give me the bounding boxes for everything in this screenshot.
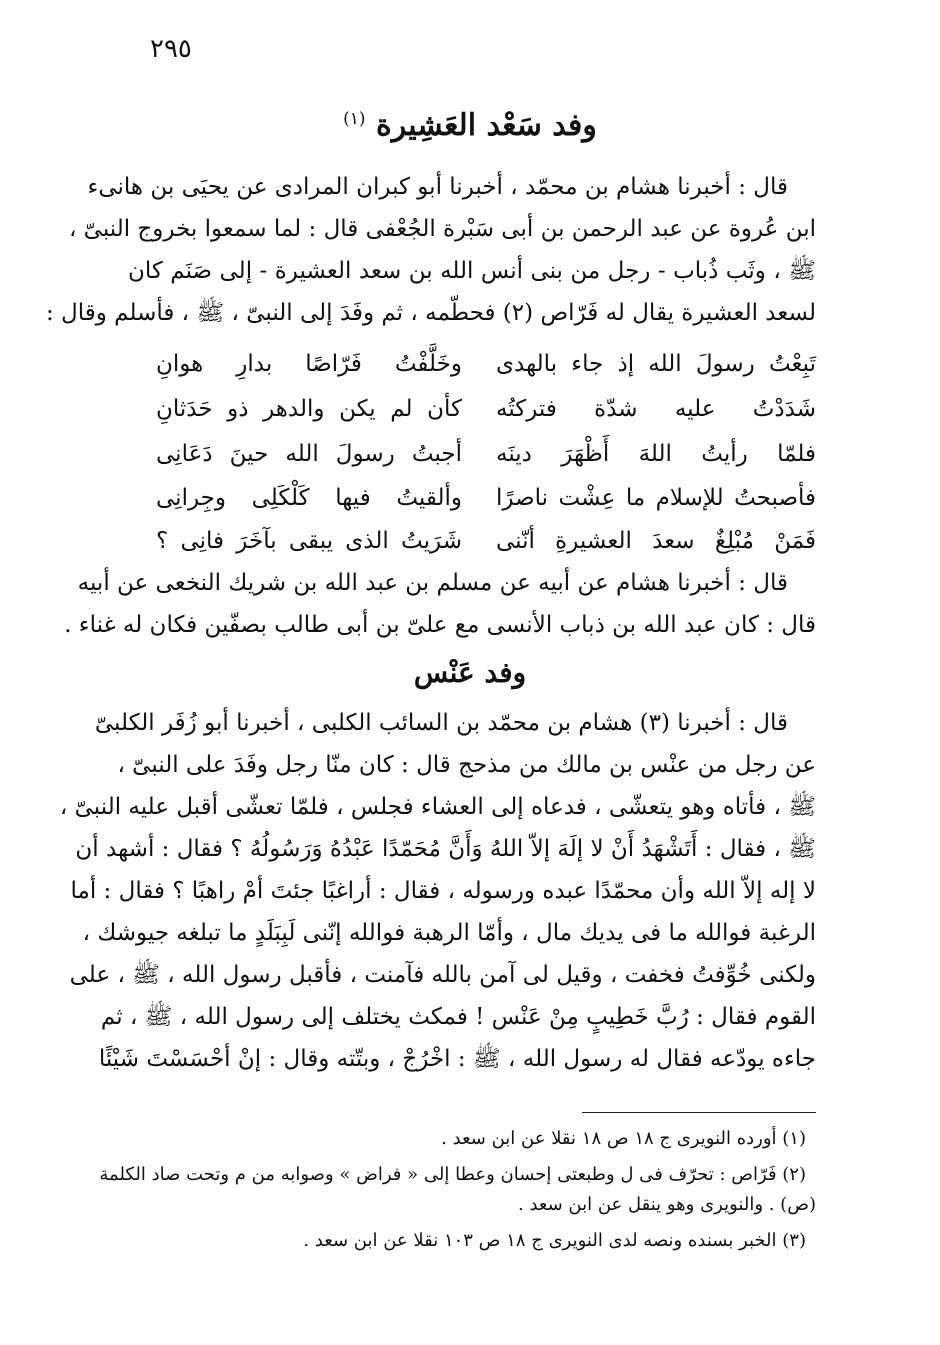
verse-first-hemistich: فَمَنْ مُبْلِغٌ سعدَ العشيرةِ أنّنى	[496, 528, 816, 554]
verse-first-hemistich: فلمّا رأيتُ اللهَ أَظْهَرَ دينَه	[496, 441, 816, 467]
section-title: وفد سَعْد العَشِيرة	[376, 108, 597, 143]
paragraph-line: قال : أخبرنا هشام بن محمّد ، أخبرنا أبو كبران المرادى عن يحيَى بن هانىء	[87, 174, 788, 200]
verse-first-hemistich: تَبِعْتُ رسولَ الله إذ جاء بالهدى	[496, 351, 816, 377]
section-heading-ans	[0, 656, 940, 689]
paragraph-line: قال : أخبرنا هشام عن أبيه عن مسلم بن عبد الله بن شريك النخعى عن أبيه	[77, 570, 788, 596]
verse-first-hemistich: فأصبحتُ للإسلام ما عِشْت ناصرًا	[496, 485, 816, 511]
footnote: (٢) فَرّاص : تحرّف فى ل وطبعتى إحسان وعطا إلى « فراض » وصوابه من م وتحت صاد الكلمة	[99, 1164, 806, 1185]
footnote: (ص) . والنويرى وهو ينقل عن ابن سعد .	[518, 1194, 816, 1215]
paragraph-line: الرغبة فوالله ما فى يديك مال ، وأمّا الرهبة فوالله إنّنى لَبِبَلَدٍ ما تبلغه جيوشك ،	[82, 920, 816, 946]
paragraph-line: ﷺ ، فأتاه وهو يتعشّى ، فدعاه إلى العشاء فجلس ، فلمّا تعشّى أقبل عليه النبىّ ،	[59, 794, 816, 820]
section-heading-saad-alashira	[0, 108, 940, 143]
paragraph-line: ابن عُروة عن عبد الرحمن بن أبى سَبْرة الجُعْفى قال : لما سمعوا بخروج النبىّ ،	[68, 216, 816, 242]
verse-second-hemistich: وألقيتُ فيها كَلْكَلِى وجِرانِى	[156, 485, 462, 511]
verse-second-hemistich: أجبتُ رسولَ الله حينَ دَعَانِى	[156, 441, 462, 467]
paragraph-line: قال : أخبرنا (٣) هشام بن محمّد بن السائب الكلبى ، أخبرنا أبو زُفَر الكلبىّ	[94, 710, 788, 736]
poem-verse	[128, 524, 816, 558]
verse-second-hemistich: شَرَيتُ الذى يبقى بآخَرَ فانِى ؟	[156, 528, 462, 554]
footnote-separator	[582, 1112, 816, 1113]
poem-verse	[128, 437, 816, 471]
paragraph-line: عن رجل من عنْس بن مالك من مذحج قال : كان منّا رجل وفَدَ على النبىّ ،	[117, 752, 816, 778]
poem-verse	[128, 347, 816, 381]
verse-first-hemistich: شَدَدْتُ عليه شدّة فتركتُه	[496, 396, 816, 422]
section-title: وفد عَنْس	[413, 656, 527, 689]
footnote-ref: (١)	[343, 109, 366, 129]
poem-verse	[128, 481, 816, 515]
verse-second-hemistich: وخَلَّفْتُ فَرّاصًا بدارِ هوانِ	[156, 351, 462, 377]
footnote: (٣) الخبر بسنده ونصه لدى النويرى ج ١٨ ص ١٠٣ نقلا عن ابن سعد .	[303, 1230, 806, 1251]
paragraph-line: لا إله إلاّ الله وأن محمّدًا عبده ورسوله ، فقال : أراغبًا جئتَ أمْ راهبًا ؟ فقال : أما	[70, 878, 816, 904]
paragraph-line: جاءه يودّعه فقال له رسول الله ، ﷺ : اخْرُجْ ، وبتّته وقال : إنْ أحْسَسْتَ شَيْئًا	[98, 1046, 816, 1072]
paragraph-line: ولكنى خُوِّفتُ فخفت ، وقيل لى آمن بالله فآمنت ، فأقبل رسول الله ، ﷺ ، على	[69, 962, 816, 988]
poem-verse	[128, 392, 816, 426]
paragraph-line: ﷺ ، وثَب ذُباب - رجل من بنى أنس الله بن سعد العشيرة - إلى صَنَم كان	[128, 258, 816, 284]
footnote: (١) أورده النويرى ج ١٨ ص ١٨ نقلا عن ابن سعد .	[441, 1128, 806, 1149]
paragraph-line: ﷺ ، فقال : أَتَشْهَدُ أَنْ لا إلَهَ إلاّ اللهُ وَأَنَّ مُحَمّدًا عَبْدُهُ وَرَسُولُهُ ؟ فقال : أشهد أن	[75, 836, 816, 862]
page-number: ٢٩٥	[150, 34, 192, 64]
paragraph-line: القوم فقال : رُبَّ خَطِيبٍ مِنْ عَنْس ! فمكث يختلف إلى رسول الله ، ﷺ ، ثم	[100, 1004, 816, 1030]
paragraph-line: قال : كان عبد الله بن ذباب الأنسى مع علىّ بن أبى طالب بصفّين فكان له غناء .	[64, 612, 816, 638]
paragraph-line: لسعد العشيرة يقال له فَرّاص (٢) فحطّمه ، ثم وفَدَ إلى النبىّ ، ﷺ ، فأسلم وقال :	[45, 300, 816, 326]
verse-second-hemistich: كأن لم يكن والدهر ذو حَدَثانِ	[156, 396, 462, 422]
